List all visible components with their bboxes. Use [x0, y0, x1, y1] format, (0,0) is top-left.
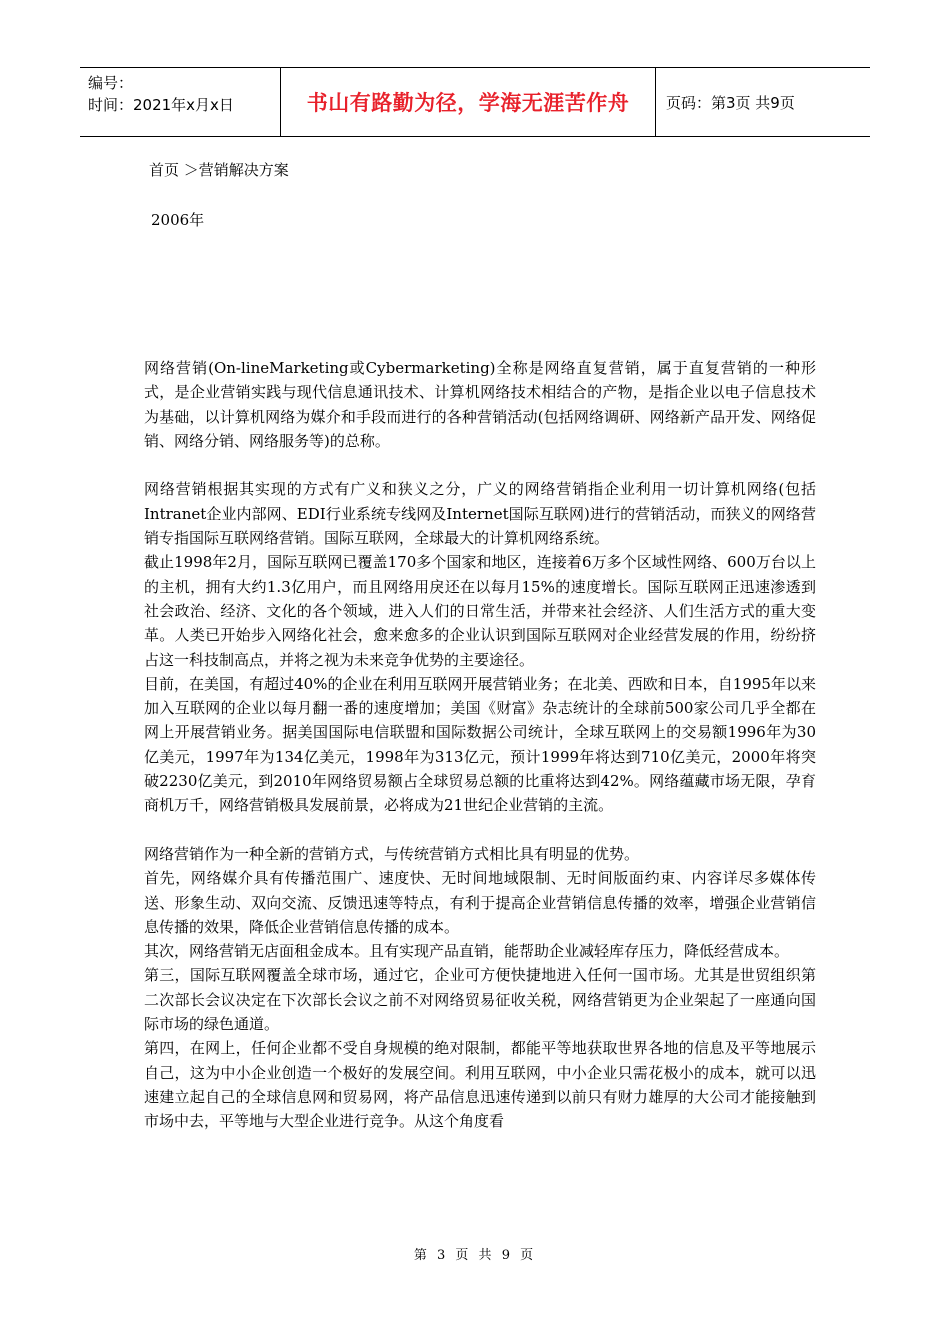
paragraph-definition: 网络营销(On-lineMarketing或Cybermarketing)全称是网络直复营销，属于直复营销的一种形式，是企业营销实践与现代信息通讯技术、计算机网络技术相结合的产物，是指企业以电子信息技术为基础，以计算机网络为媒介和手段而进行的各种营销活动(包括网络调研、网络新产品开发、网络促销、网络分销、网络服务等)的总称。 [144, 359, 816, 450]
header-meta [80, 68, 280, 136]
paragraph-scope: 网络营销根据其实现的方式有广义和狭义之分，广义的网络营销指企业利用一切计算机网络(包括Intranet企业内部网、EDI行业系统专线网及Internet国际互联网)进行的营销活动，而狭义的网络营销专指国际互联网络营销。国际互联网，全球最大的计算机网络系统。 [144, 480, 816, 548]
paragraph-gap [144, 453, 816, 477]
page-footer: 第 3 页 共 9 页 [413, 1248, 537, 1263]
paragraph-first: 首先，网络媒介具有传播范围广、速度快、无时间地域限制、无时间版面约束、内容详尽多媒体传送、形象生动、双向交流、反馈迅速等特点，有利于提高企业营销信息传播的效率，增强企业营销信息传播的效果，降低企业营销信息传播的成本。 [144, 869, 816, 936]
header-page-code: 页码：第3页 共9页 [666, 93, 795, 112]
header-motto: 书山有路勤为径，学海无涯苦作舟 [280, 68, 656, 136]
breadcrumb: 首页 ＞营销解决方案 [149, 161, 289, 179]
paragraph-gap [144, 818, 816, 842]
document-date: 时间：2021年x月x日 [88, 96, 234, 114]
paragraph-internet-growth: 截止1998年2月，国际互联网已覆盖170多个国家和地区，连接着6万多个区域性网络、600万台以上的主机，拥有大约1.3亿用户，而且网络用戾还在以每月15%的速度增长。国际互联网正迅速渗透到社会政治、经济、文化的各个领域，进入人们的日常生活，并带来社会经济、人们生活方式的重大变革。人类已开始步入网络化社会，愈来愈多的企业认识到国际互联网对企业经营发展的作用，纷纷挤占这一科技制高点，并将之视为未来竞争优势的主要途径。 [144, 553, 816, 669]
paragraph-fourth: 第四，在网上，任何企业都不受自身规模的绝对限制，都能平等地获取世界各地的信息及平等地展示自己，这为中小企业创造一个极好的发展空间。利用互联网，中小企业只需花极小的成本，就可以迅速建立起自己的全球信息网和贸易网，将产品信息迅速传递到以前只有财力雄厚的大公司才能接触到市场中去，平等地与大型企业进行竞争。从这个角度看 [144, 1039, 816, 1131]
article-body [144, 356, 816, 1134]
paragraph-second: 其次，网络营销无店面租金成本。且有实现产品直销，能帮助企业减轻库存压力，降低经营成本。 [144, 942, 790, 961]
document-number-label: 编号： [88, 74, 134, 92]
paragraph-third: 第三，国际互联网覆盖全球市场，通过它，企业可方便快捷地进入任何一国市场。尤其是世贸组织第二次部长会议决定在下次部长会议之前不对网络贸易征收关税，网络营销更为企业架起了一座通向国际市场的绿色通道。 [144, 966, 816, 1034]
page-header [80, 67, 870, 137]
paragraph-statistics: 目前，在美国，有超过40%的企业在利用互联网开展营销业务；在北美、西欧和日本，自1995年以来加入互联网的企业以每月翻一番的速度增加；美国《财富》杂志统计的全球前500家公司几乎全都在网上开展营销业务。据美国国际电信联盟和国际数据公司统计，全球互联网上的交易额1996年为30亿美元，1997年为134亿美元，1998年为313亿元，预计1999年将达到710亿美元，2000年将突破2230亿美元，到2010年网络贸易额占全球贸易总额的比重将达到42%。网络蕴藏市场无限，孕育商机万千，网络营销极具发展前景，必将成为21世纪企业营销的主流。 [144, 674, 816, 815]
paragraph-advantages-intro: 网络营销作为一种全新的营销方式，与传统营销方式相比具有明显的优势。 [144, 844, 640, 863]
document-year: 2006年 [151, 211, 205, 229]
